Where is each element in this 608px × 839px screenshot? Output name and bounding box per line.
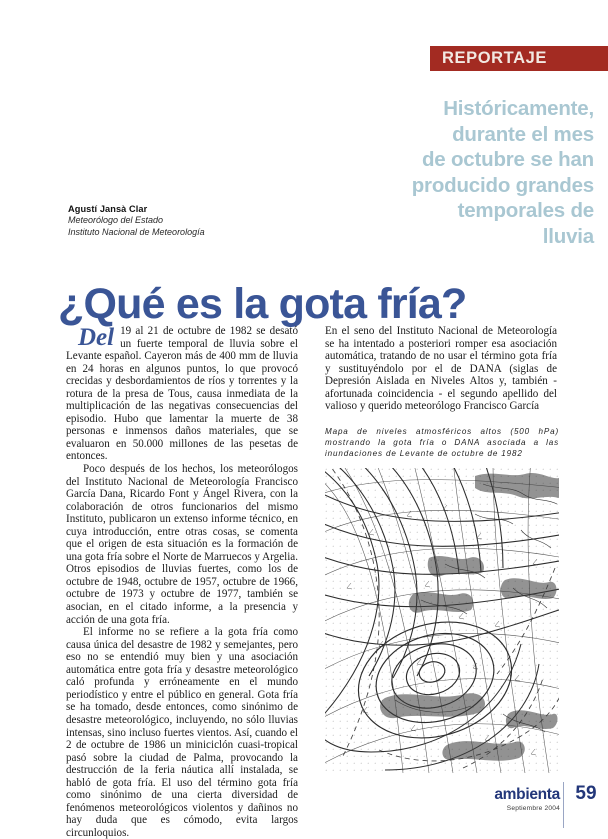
body-column-right [325, 325, 557, 413]
pullquote [344, 96, 594, 249]
magazine-name: ambienta [494, 786, 560, 803]
paragraph: En el seno del Instituto Nacional de Meteorología se ha intentado a posteriori romper esa asociación automática, tratando de no usar el término gota fría y sustituyéndolo por el de DANA (siglas de Depresión Aislada en Niveles Altos y, también - afortunada coincidencia - el segundo apellido del valioso y querido meteorólogo Francisco García [325, 325, 557, 413]
pullquote-line: producido grandes [411, 173, 594, 197]
page-number: 59 [575, 783, 597, 804]
page-footer [0, 783, 608, 836]
page-number-box [563, 782, 608, 828]
section-banner-label: REPORTAJE [442, 49, 548, 68]
pullquote-line: Históricamente, [443, 97, 594, 120]
author-name: Agustí Jansà Clar [68, 204, 148, 214]
pullquote-line: lluvia [542, 224, 594, 248]
pullquote-line: temporales de [457, 199, 594, 222]
dropcap: Del [78, 324, 115, 351]
body-column-left [66, 325, 298, 839]
author-block [68, 203, 298, 238]
page-title: ¿Qué es la gota fría? [58, 279, 467, 328]
paragraph: Poco después de los hechos, los meteorólogos del Instituto Nacional de Meteorología Francisco García Dana, Ricardo Font y Ángel Rivera, con la colaboración de otros funcionarios del mismo Instituto, publicaron un extenso informe técnico, en cuya introducción, entre otras cosas, se comenta que el origen de esta situación es la formación de una gota fría sobre el Norte de Marruecos y Argelia. Otros episodios de lluvias fuertes, como los de octubre de 1948, octubre de 1957, octubre de 1966, octubre de 1973 y octubre de 1977, también se asocian, en el citado informe, a la presencia y acción de una gota fría. [66, 463, 298, 626]
synoptic-map-svg [325, 468, 559, 773]
author-role: Meteorólogo del Estado [68, 215, 164, 225]
paragraph-text: 19 al 21 de octubre de 1982 se desató un fuerte temporal de lluvia sobre el Levante español. Cayeron más de 400 mm de lluvia en 24 horas en algunos puntos, lo que provocó crecidas y desbordamientos de ríos y torrentes y la rotura de la presa de Tous, causa inmediata de la multiplicación de las negativas consecuencias del episodio. Hubo que lamentar la muerte de 38 personas e inmensos daños materiales, que se evaluaron en 50.000 millones de las pesetas de entonces. [66, 325, 298, 463]
paragraph [66, 325, 298, 463]
footer-brand [494, 786, 560, 814]
author-organization: Instituto Nacional de Meteorología [68, 226, 205, 237]
issue-date: Septiembre 2004 [506, 805, 560, 812]
paragraph: El informe no se refiere a la gota fría como causa única del desastre de 1982 y semejantes, pero eso no se entendió muy bien y una asociación automática entre gota fría y desastre meteorológico caló profunda y erróneamente en el mundo periodístico y entre el público en general. Gota fría se ha tomado, desde entonces, como sinónimo de desastre meteorológico, incluyendo, no sólo lluvias intensas, sino incluso fuertes vientos. Así, cuando el 2 de octubre de 1986 un miniciclón cuasi-tropical pasó sobre la ciudad de Palma, provocando la destrucción de la feria náutica allí instalada, se habló de gota fría. El uso del término gota fría como sinónimo de una cierta diversidad de fenómenos meteorológicos violentos y dañinos no hay duda que es cómodo, evita largos circunloquios. [66, 626, 298, 839]
pullquote-line: de octubre se han [421, 148, 594, 171]
figure-caption: Mapa de niveles atmosféricos altos (500 hPa) mostrando la gota fría o DANA asociada a las inundaciones de Levante de octubre de 1982 [325, 427, 559, 458]
weather-map-figure [325, 468, 559, 773]
pullquote-line: durante el mes [452, 122, 594, 146]
section-banner [430, 46, 608, 71]
